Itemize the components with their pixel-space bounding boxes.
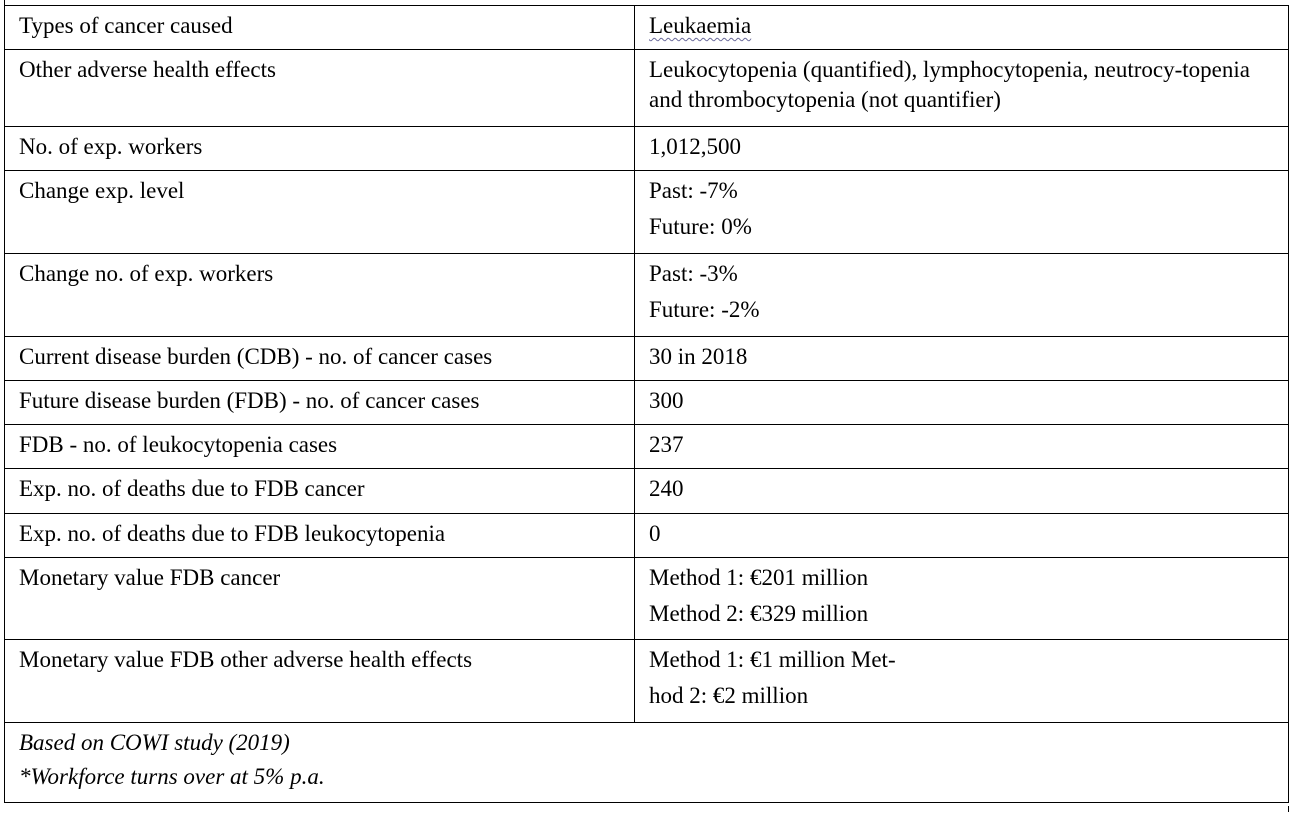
row-label: Types of cancer caused: [5, 6, 635, 50]
table-row: [5, 558, 1289, 640]
row-value: 300: [635, 381, 1289, 425]
table-row: [5, 381, 1289, 425]
row-label: Change no. of exp. workers: [5, 254, 635, 337]
row-label: Exp. no. of deaths due to FDB leukocytopenia: [5, 514, 635, 558]
footnote: *Workforce turns over at 5% p.a.: [19, 764, 325, 789]
row-value: Method 1: €201 million Method 2: €329 million: [635, 558, 1289, 640]
data-table: [4, 5, 1289, 803]
row-label: Change exp. level: [5, 171, 635, 254]
row-value: 30 in 2018: [635, 337, 1289, 381]
row-value: Leukaemia: [635, 6, 1289, 50]
row-value: 0: [635, 514, 1289, 558]
table-row: [5, 50, 1289, 127]
table-row: [5, 171, 1289, 254]
row-label: Future disease burden (FDB) - no. of cancer cases: [5, 381, 635, 425]
row-label: Other adverse health effects: [5, 50, 635, 127]
table-note: [5, 723, 1289, 803]
row-value: 1,012,500: [635, 127, 1289, 171]
row-label: Monetary value FDB cancer: [5, 558, 635, 640]
row-label: Exp. no. of deaths due to FDB cancer: [5, 469, 635, 514]
table-row: [5, 127, 1289, 171]
table-row: [5, 514, 1289, 558]
row-value: 240: [635, 469, 1289, 514]
row-label: FDB - no. of leukocytopenia cases: [5, 425, 635, 469]
row-value: Past: -7% Future: 0%: [635, 171, 1289, 254]
table-row: [5, 337, 1289, 381]
row-value: Leukocytopenia (quantified), lymphocytopenia, neutrocy-topenia and thrombocytopenia (not quantifier): [635, 50, 1289, 127]
table-row: [5, 469, 1289, 514]
table-row: [5, 640, 1289, 723]
table-row: [5, 723, 1289, 803]
corner-tick: [4, 0, 5, 5]
row-value: Past: -3% Future: -2%: [635, 254, 1289, 337]
row-label: Current disease burden (CDB) - no. of cancer cases: [5, 337, 635, 381]
corner-tick: [1288, 806, 1289, 812]
table-row: [5, 6, 1289, 50]
row-value: Method 1: €1 million Met- hod 2: €2 million: [635, 640, 1289, 723]
table-row: [5, 425, 1289, 469]
source-note: Based on COWI study (2019): [19, 730, 290, 755]
row-value: 237: [635, 425, 1289, 469]
table-row: [5, 254, 1289, 337]
row-label: No. of exp. workers: [5, 127, 635, 171]
row-label: Monetary value FDB other adverse health effects: [5, 640, 635, 723]
